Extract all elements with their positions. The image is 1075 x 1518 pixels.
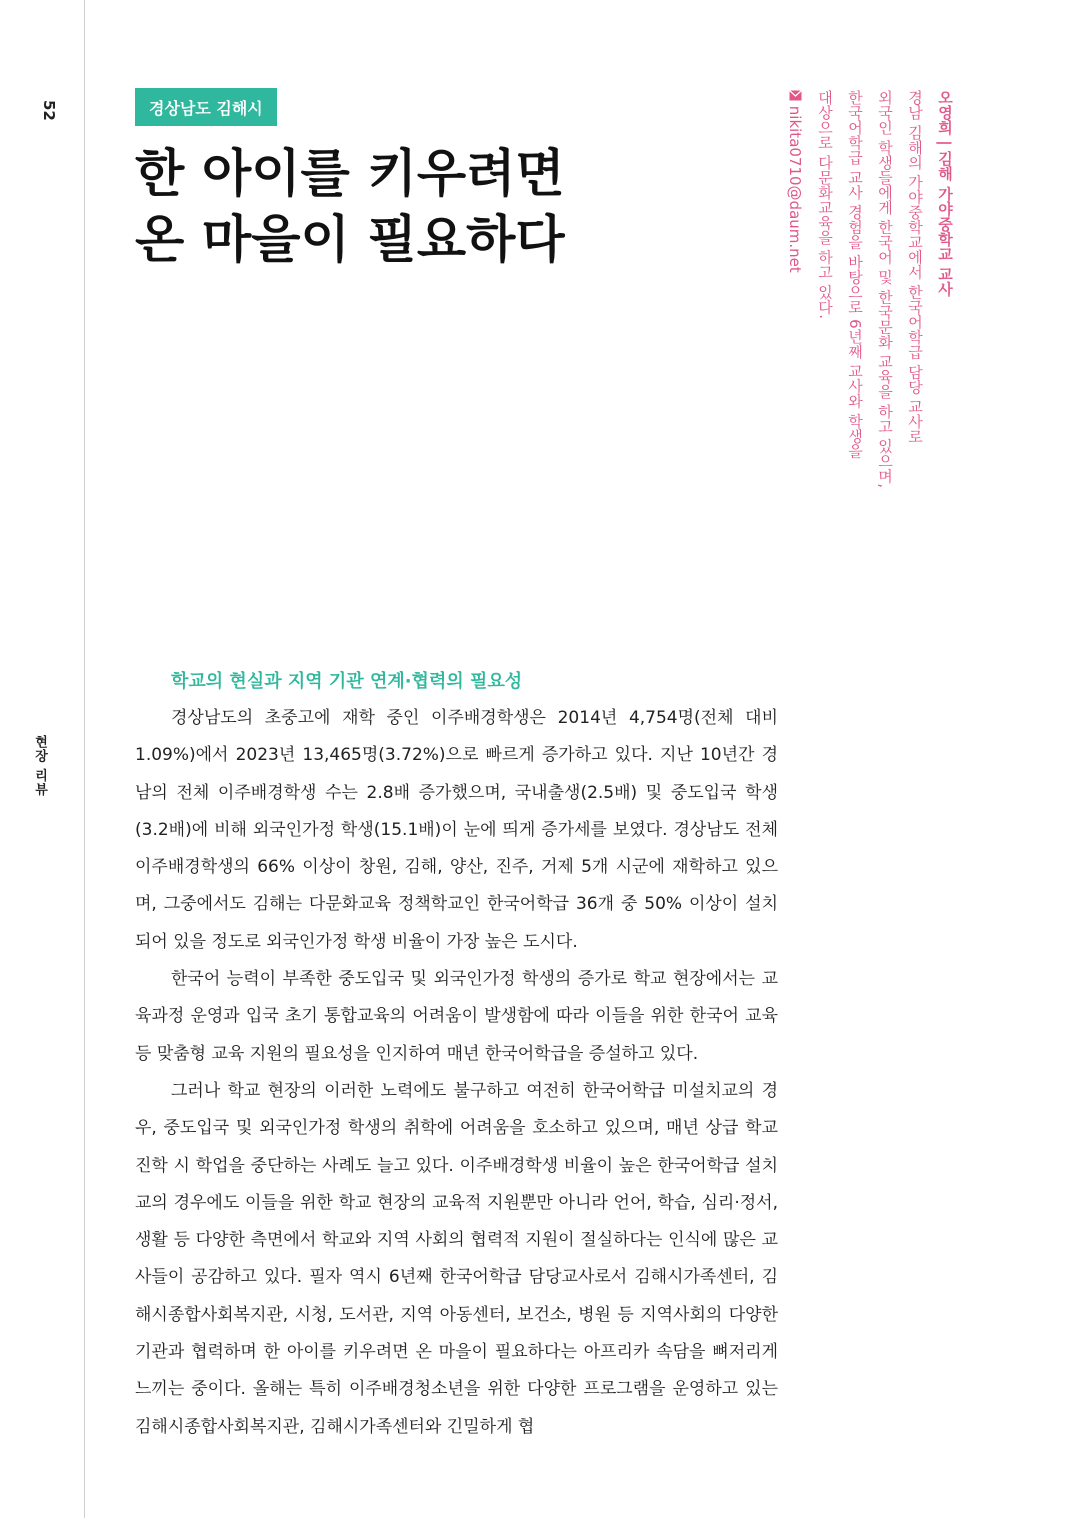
author-name: 오영희 | 김해 가야중학교 교사 bbox=[936, 90, 954, 297]
region-tag: 경상남도 김해시 bbox=[135, 88, 277, 126]
author-bio-line: 대상으로 다문화교육을 하고 있다. bbox=[816, 90, 834, 320]
page-number: 52 bbox=[40, 100, 58, 121]
title-line: 온 마을이 필요하다 bbox=[135, 211, 565, 270]
section-subheading: 학교의 현실과 지역 기관 연계·협력의 필요성 bbox=[171, 671, 523, 692]
author-bio-line: 한국어학급 교사 경험을 바탕으로 6년째 교사와 학생을 bbox=[846, 90, 864, 459]
author-email-row bbox=[780, 90, 810, 650]
author-bio-line: 외국인 학생들에게 한국어 및 한국문화 교육을 하고 있으며, bbox=[876, 90, 894, 489]
body-paragraph: 그러나 학교 현장의 이러한 노력에도 불구하고 여전히 한국어학급 미설치교의 경우, 중도입국 및 외국인가정 학생의 취학에 어려움을 호소하고 있으며, 매년 상급 학교 진학 시 학업을 중단하는 사례도 늘고 있다. 이주배경학생 비율이 높은 한국어학급 설치교의 경우에도 이들을 위한 학교 현장의 교육적 지원뿐만 아니라 언어, 학습, 심리·정서, 생활 등 다양한 측면에서 학교와 지역 사회의 협력적 지원이 절실하다는 인식에 많은 교사들이 공감하고 있다. 필자 역시 6년째 한국어학급 담당교사로서 김해시가족센터, 김해시종합사회복지관, 시청, 도서관, 지역 아동센터, 보건소, 병원 등 지역사회의 다양한 기관과 협력하며 한 아이를 키우려면 온 마을이 필요하다는 아프리카 속담을 뼈저리게 느끼는 중이다. 올해는 특히 이주배경청소년을 위한 다양한 프로그램을 운영하고 있는 김해시종합사회복지관, 김해시가족센터와 긴밀하게 협 bbox=[135, 1080, 778, 1437]
margin-rule bbox=[84, 0, 85, 1518]
title-line: 한 아이를 키우려면 bbox=[135, 145, 565, 204]
author-info bbox=[780, 90, 960, 650]
author-bio-line: 경남 김해의 가야중학교에서 한국어학급 담당 교사로 bbox=[906, 90, 924, 444]
body-paragraph: 경상남도의 초중고에 재학 중인 이주배경학생은 2014년 4,754명(전체 대비 1.09%)에서 2023년 13,465명(3.72%)으로 빠르게 증가하고 있다. 지난 10년간 경남의 전체 이주배경학생 수는 2.8배 증가했으며, 국내출생(2.5배) 및 중도입국 학생(3.2배)에 비해 외국인가정 학생(15.1배)이 눈에 띄게 증가세를 보였다. 경상남도 전체 이주배경학생의 66% 이상이 창원, 김해, 양산, 진주, 거제 5개 시군에 재학하고 있으며, 그중에서도 김해는 다문화교육 정책학교인 한국어학급 36개 중 50% 이상이 설치되어 있을 정도로 외국인가정 학생 비율이 가장 높은 도시다. bbox=[135, 708, 778, 952]
mail-icon bbox=[780, 90, 810, 101]
article-title bbox=[135, 142, 735, 274]
section-label: 현장 리뷰 bbox=[32, 735, 47, 797]
article-body bbox=[135, 664, 778, 1446]
body-paragraph: 한국어 능력이 부족한 중도입국 및 외국인가정 학생의 증가로 학교 현장에서는 교육과정 운영과 입국 초기 통합교육의 어려움이 발생함에 따라 이들을 위한 한국어 교육 등 맞춤형 교육 지원의 필요성을 인지하여 매년 한국어학급을 증설하고 있다. bbox=[135, 969, 778, 1064]
author-email[interactable]: nikita0710@daum.net bbox=[786, 105, 804, 273]
